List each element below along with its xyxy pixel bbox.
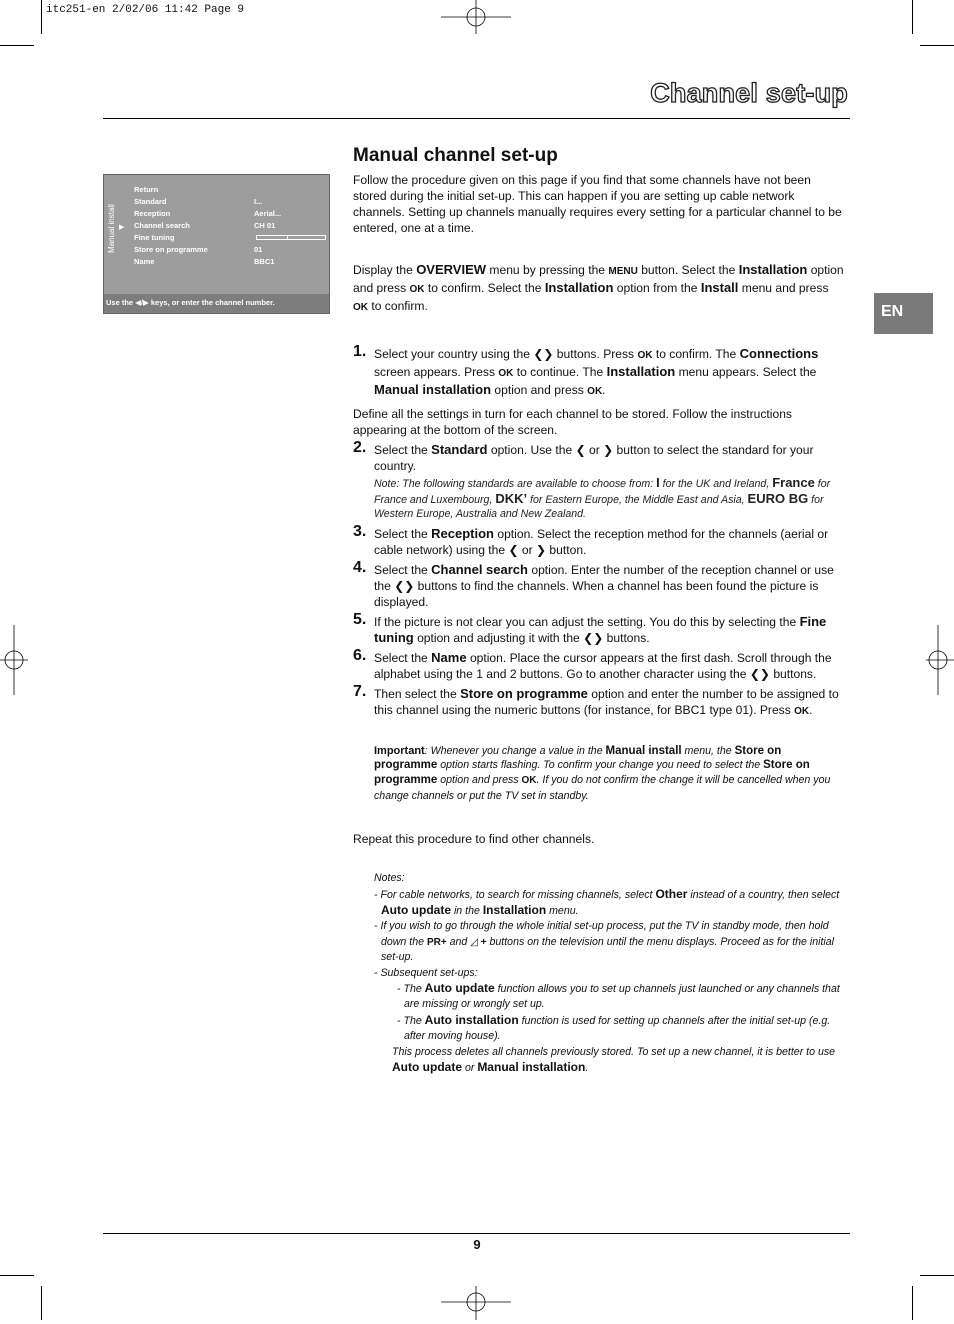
tv-menu-row	[134, 197, 324, 209]
note-subitem: - The Auto installation function is used for setting up channels after the initial set-up (e.g. after moving house).	[397, 1012, 831, 1043]
page-number: 9	[473, 1237, 481, 1252]
registration-mark-icon	[0, 625, 30, 695]
display-paragraph: Display the OVERVIEW menu by pressing the MENU button. Select the Installation option and press OK to confirm. Select the Installation option from the Install menu and press OK to confirm.	[353, 262, 844, 313]
tv-menu-label: Fine tuning	[134, 233, 175, 242]
left-arrow-icon: ❮	[575, 443, 586, 457]
left-right-arrows-icon: ❮❯	[749, 666, 770, 681]
tv-menu-value: BBC1	[254, 257, 275, 266]
step-6: 6. Select the Name option. Place the cursor appears at the first dash. Scroll through the alphabet using the 1 and 2 buttons. Go to another character using the ❮❯ buttons.	[353, 646, 832, 681]
step-2: 2. Select the Standard option. Use the ❮ or ❯ button to select the standard for your country.	[353, 439, 814, 473]
right-arrow-icon: ❯	[536, 542, 547, 557]
language-tab: EN	[874, 293, 933, 334]
crop-mark	[920, 45, 954, 46]
left-right-arrows-icon: ❮❯	[583, 630, 604, 645]
note-item: - For cable networks, to search for missing channels, select Other instead of a country, then select Auto update in the Installation menu.	[374, 886, 840, 917]
tv-menu-label: Reception	[134, 209, 171, 218]
repeat-paragraph: Repeat this procedure to find other channels.	[353, 832, 595, 847]
tv-menu-row	[134, 185, 324, 197]
standards-note: Note: The following standards are available to choose from: I for the UK and Ireland, France for France and Luxembourg, DKK’ for Eastern Europe, the Middle East and Asia, EURO BG for Western Europe, Australia and New Zealand.	[374, 475, 831, 521]
fine-tuning-bar	[256, 235, 326, 240]
section-title: Manual channel set-up	[353, 145, 558, 166]
print-slug: itc251-en 2/02/06 11:42 Page 9	[46, 4, 245, 16]
main-content	[353, 144, 845, 1076]
registration-mark-icon	[924, 625, 954, 695]
step-4: 4. Select the Channel search option. Enter the number of the reception channel or use the ❮❯ buttons to find the channels. When a channel has been found the picture is displayed.	[353, 558, 834, 609]
tv-menu-hint: Use the ◀/▶ keys, or enter the channel number.	[104, 294, 329, 313]
tv-menu-value: Aerial...	[254, 209, 282, 218]
tv-menu-value: 01	[254, 245, 263, 254]
step-1: 1. Select your country using the ❮❯ buttons. Press OK to confirm. The Connections screen appears. Press OK to continue. The Installation menu appears. Select the Manual installation option and press OK.	[353, 343, 819, 397]
intro-paragraph: Follow the procedure given on this page if you find that some channels have not been stored during the initial set-up. This can happen if you are setting up cable network channels. Setting up channels manually requires every setting for a particular channel to be entered, one at a time.	[353, 173, 842, 235]
left-arrow-icon: ❮	[508, 542, 519, 557]
footer-rule	[103, 1233, 850, 1234]
note-subitem: - The Auto update function allows you to set up channels just launched or any channels that are missing or wrongly set up.	[397, 981, 840, 1011]
notes-heading: Notes:	[374, 872, 405, 885]
volume-icon: ◿ +	[470, 936, 487, 948]
step-5: 5. If the picture is not clear you can adjust the setting. You do this by selecting the Fine tuning option and adjusting it with the ❮❯ buttons.	[353, 610, 827, 645]
tv-menu-label: Return	[134, 185, 159, 194]
tv-menu-label: Name	[134, 257, 155, 266]
step-7: 7. Then select the Store on programme option and enter the number to be assigned to this channel using the numeric buttons (for instance, for BBC1 type 01). Press OK.	[353, 682, 839, 717]
tv-menu-value: CH 01	[254, 221, 276, 230]
tv-menu-label: Store on programme	[134, 245, 208, 254]
tv-menu-row	[134, 245, 324, 257]
define-paragraph: Define all the settings in turn for each channel to be stored. Follow the instructions appearing at the bottom of the screen.	[353, 407, 792, 437]
crop-mark	[41, 1286, 42, 1320]
important-note: Important: Whenever you change a value in the Manual install menu, the Store on programme option starts flashing. To confirm your change you need to select the Store on programme option and press OK. If you do not confirm the change it will be cancelled when you change channels or put the TV set in standby.	[374, 744, 831, 802]
tv-menu-arrow-icon: ▶	[119, 224, 125, 231]
crop-mark	[912, 1286, 913, 1320]
note-subitem-continued: This process deletes all channels previously stored. To set up a new channel, it is better to use Auto update or Manual installation.	[392, 1045, 836, 1075]
registration-mark-icon	[441, 0, 511, 40]
tv-menu-row	[134, 209, 324, 221]
crop-mark	[41, 0, 42, 34]
step-3: 3. Select the Reception option. Select the reception method for the channels (aerial or cable network) using the ❮ or ❯ button.	[353, 522, 829, 557]
notes-block	[353, 871, 845, 1076]
page-title: Channel set-up	[650, 78, 848, 108]
right-arrow-icon: ❯	[603, 443, 614, 457]
title-rule	[103, 118, 850, 119]
tv-menu-label: Standard	[134, 197, 167, 206]
tv-menu-row	[134, 257, 324, 269]
crop-mark	[0, 45, 34, 46]
note-item: - If you wish to go through the whole initial set-up process, put the TV in standby mode, then hold down the PR+ and ◿ + buttons on the television until the menu displays. Proceed as for the initial set-up.	[374, 920, 835, 964]
left-right-arrows-icon: ❮❯	[533, 347, 554, 361]
registration-mark-icon	[441, 1284, 511, 1324]
crop-mark	[0, 1275, 34, 1276]
crop-mark	[920, 1275, 954, 1276]
note-item: - Subsequent set-ups:	[374, 966, 478, 979]
tv-menu-side-label: Manual install	[107, 204, 116, 253]
left-right-arrows-icon: ❮❯	[394, 578, 415, 593]
tv-menu-value: I...	[254, 197, 263, 206]
crop-mark	[912, 0, 913, 34]
tv-menu-screenshot	[103, 174, 330, 314]
tv-menu-row	[134, 221, 324, 233]
tv-menu-label: Channel search	[134, 221, 190, 230]
